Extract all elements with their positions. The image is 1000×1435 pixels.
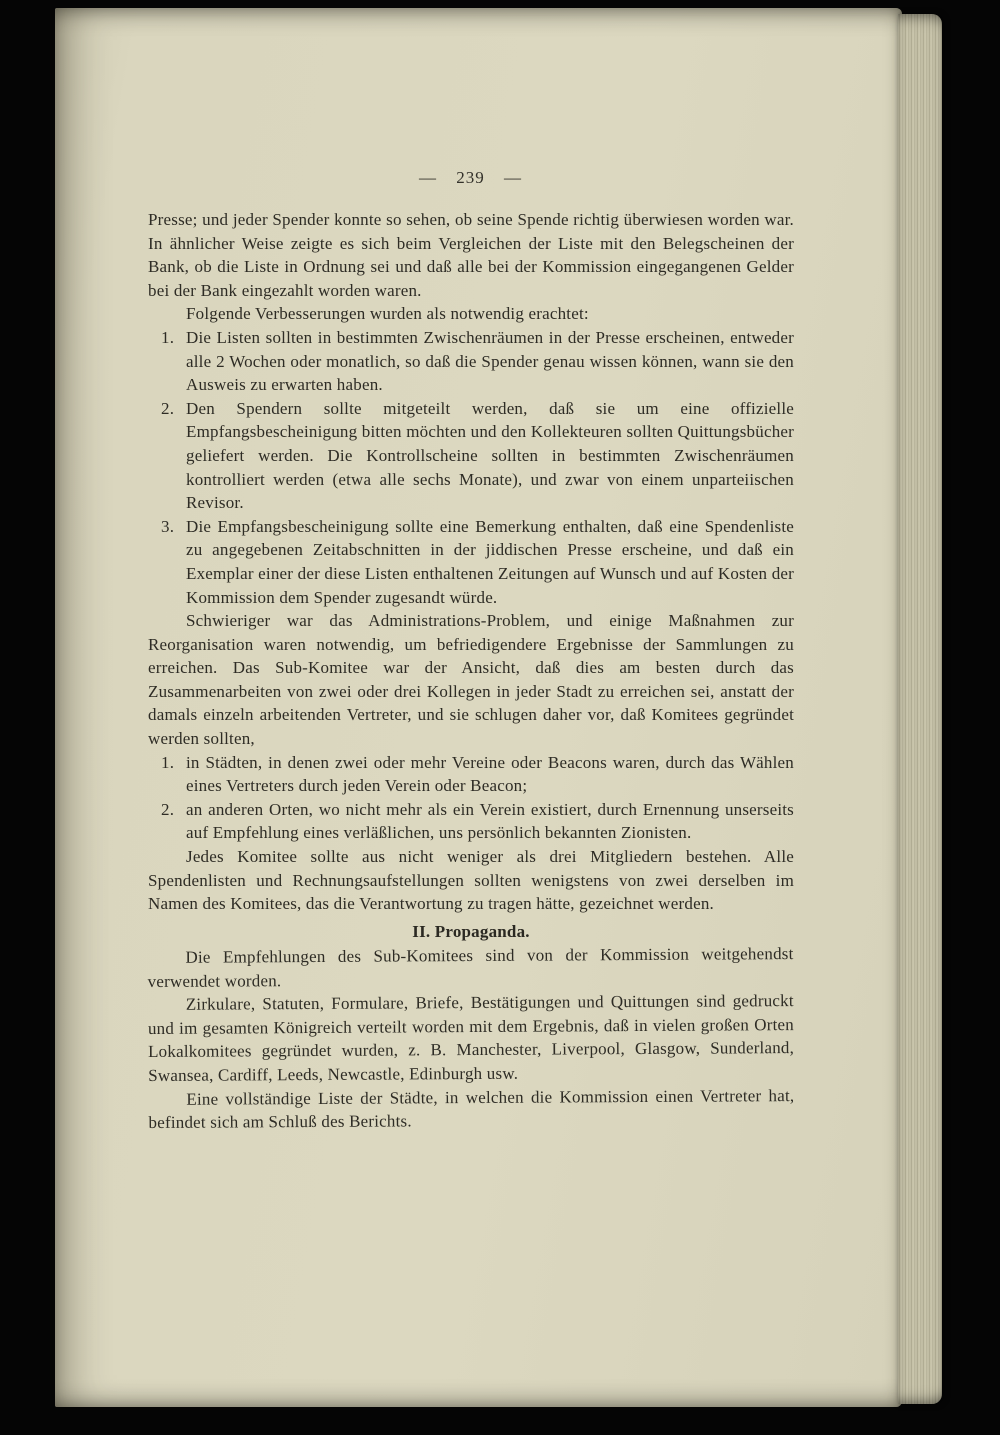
list-number: 3.	[161, 516, 175, 536]
paragraph-jedes-komitee: Jedes Komitee sollte aus nicht weniger als drei Mitgliedern bestehen. Alle Spendenlisten und Rechnungsaufstellungen sollten wenigstens von zwei derselben im Namen des Komitees, das die Verantwortung zu tragen hätte, gezeichnet werden.	[148, 847, 794, 914]
list-item	[148, 751, 794, 798]
list-item-text: Den Spendern sollte mitgeteilt werden, daß sie um eine offizielle Empfangsbescheinigung bitten möchten und den Kollekteuren sollten Quittungsbücher geliefert werden. Die Kontrollscheine sollten in bestimmten Zwischenräumen kontrolliert werden (etwa alle sechs Monate), und zwar von einem unparteiischen Revisor.	[186, 398, 794, 513]
page-number: — 239 —	[419, 168, 522, 187]
page-stack-edge	[898, 14, 942, 1404]
list-item	[148, 515, 794, 609]
page-text-block	[148, 208, 794, 1135]
paragraph-empfehlungen: Die Empfehlungen des Sub-Komitees sind von der Kommission weitgehendst verwendet worden.	[147, 944, 794, 992]
paragraph-liste-staedte: Eine vollständige Liste der Städte, in welchen die Kommission einen Vertreter hat, befindet sich am Schluß des Berichts.	[148, 1086, 795, 1133]
list-number: 2.	[161, 398, 175, 418]
list-item-text: in Städten, in denen zwei oder mehr Vereine oder Beacons waren, durch das Wählen eines Vertreters durch jeden Verein oder Beacon;	[186, 752, 794, 796]
book-page	[55, 8, 902, 1407]
paragraph-verbesserungen-intro: Folgende Verbesserungen wurden als notwendig erachtet:	[186, 304, 589, 324]
list-number: 1.	[161, 752, 175, 772]
list-item	[148, 326, 794, 397]
list-number: 2.	[161, 799, 175, 819]
paragraph-presse: Presse; und jeder Spender konnte so sehen, ob seine Spende richtig überwiesen worden war. In ähnlicher Weise zeigte es sich beim Vergleichen der Liste mit den Belegscheinen der Bank, ob die Liste in Ordnung sei und daß alle bei der Kommission eingegangenen Gelder bei der Bank eingezahlt worden waren.	[148, 210, 794, 300]
list-item-text: Die Empfangsbescheinigung sollte eine Bemerkung enthalten, daß eine Spendenliste zu angegebenen Zeitabschnitten in der jiddischen Presse erscheine, und daß ein Exemplar einer der diese Listen enthaltenen Zeitungen auf Wunsch und auf Kosten der Kommission dem Spender zugesandt würde.	[186, 516, 794, 607]
paragraph-administration: Schwieriger war das Administrations-Problem, und einige Maßnahmen zur Reorganisation waren notwendig, um befriedigendere Ergebnisse der Sammlungen zu erreichen. Das Sub-Komitee war der Ansicht, daß dies am besten durch das Zusammenarbeiten von zwei oder drei Kollegen in jeder Stadt zu erreichen sei, anstatt der damals einzeln arbeitenden Vertreter, und sie schlugen daher vor, daß Komitees gegründet werden sollten,	[148, 611, 794, 749]
paragraph-zirkulare: Zirkulare, Statuten, Formulare, Briefe, Bestätigungen und Quittungen sind gedruckt und im gesamten Königreich verteilt worden mit dem Ergebnis, daß in vielen großen Orten Lokalkomitees gegründet wurden, z. B. Manchester, Liverpool, Glasgow, Sunderland, Swansea, Cardiff, Leeds, Newcastle, Edinburgh usw.	[147, 991, 795, 1086]
list-number: 1.	[161, 327, 175, 347]
section-heading-propaganda: II. Propaganda.	[412, 921, 530, 941]
list-item-text: an anderen Orten, wo nicht mehr als ein Verein existiert, durch Ernennung unserseits auf Empfehlung eines verläßlichen, uns persönlich bekannten Zionisten.	[186, 799, 794, 843]
list-item-text: Die Listen sollten in bestimmten Zwischenräumen in der Presse erscheinen, entweder alle 2 Wochen oder monatlich, so daß die Spender genau wissen können, wann sie den Ausweis zu erwarten haben.	[186, 327, 794, 395]
list-item	[148, 397, 794, 515]
list-item	[148, 798, 794, 845]
tail-paragraph-group	[147, 942, 794, 1135]
